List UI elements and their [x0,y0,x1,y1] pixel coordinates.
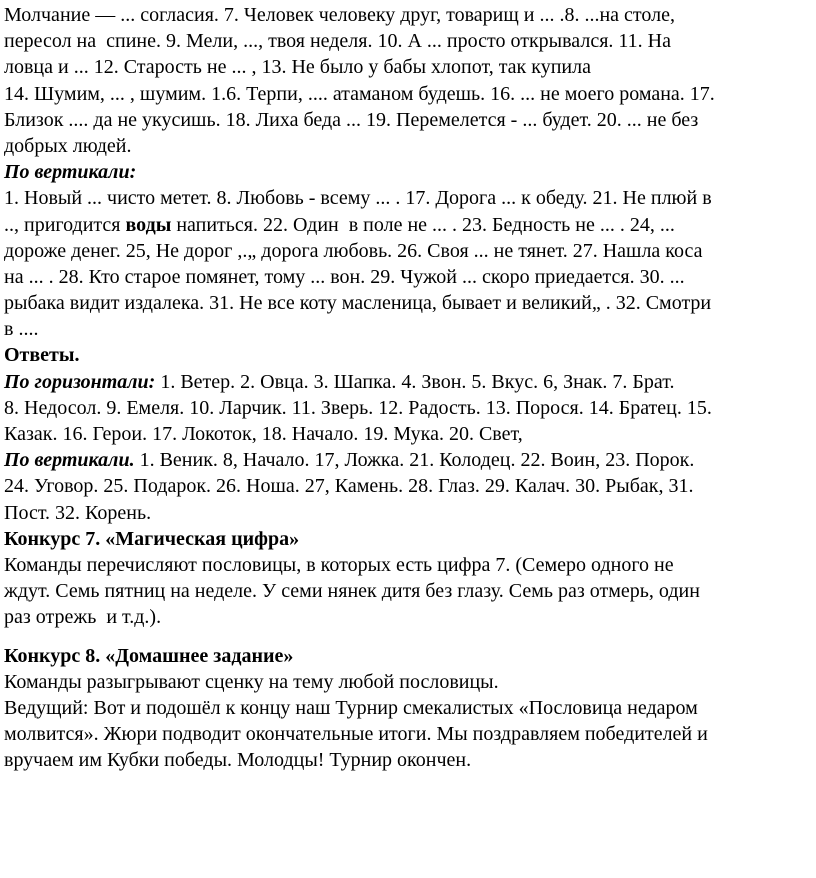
text-line: пересол на спине. 9. Мели, ..., твоя неделя. 10. А ... просто открывался. 11. На [4,30,671,53]
answers-heading: Ответы. [4,344,80,367]
text-line: 14. Шумим, ... , шумим. 1.6. Терпи, .... атаманом будешь. 16. ... не моего романа. 17. [4,82,715,105]
text-fragment: .., пригодится [4,213,126,236]
text-fragment: 1. Ветер. 2. Овца. 3. Шапка. 4. Звон. 5. Вкус. 6, Знак. 7. Брат. [155,370,675,393]
text-line: 8. Недосол. 9. Емеля. 10. Ларчик. 11. Зверь. 12. Радость. 13. Порося. 14. Братец. 15. [4,396,712,419]
text-line: рыбака видит издалека. 31. Не все коту масленица, бывает и великий„ . 32. Смотри [4,292,712,315]
answers-vertical [4,447,812,526]
vertical-heading: По вертикали: [4,161,137,184]
text-line: Молчание — ... согласия. 7. Человек человеку друг, товарищ и ... .8. ...на столе, [4,4,675,26]
contest-7 [4,526,812,631]
text-line: молвится». Жюри подводит окончательные итоги. Мы поздравляем победителей и [4,723,708,746]
contest-7-title: Конкурс 7. «Магическая цифра» [4,527,300,550]
text-line [4,447,812,473]
text-line [4,212,812,238]
vertical-clues [4,185,812,342]
text-line: 1. Новый ... чисто метет. 8. Любовь - всему ... . 17. Дорога ... к обеду. 21. Не плюй в [4,187,712,210]
text-fragment: напиться. 22. Один в поле не ... . 23. Бедность не ... . 24, ... [171,213,675,236]
text-fragment: 1. Веник. 8, Начало. 17, Ложка. 21. Колодец. 22. Воин, 23. Порок. [134,449,695,472]
text-line: добрых людей. [4,134,132,157]
horizontal-clues [4,2,812,159]
text-line: Пост. 32. Корень. [4,501,152,524]
text-line: Казак. 16. Герои. 17. Локоток, 18. Начало. 19. Мука. 20. Свет, [4,423,523,445]
paragraph-gap [4,631,812,643]
bold-word: воды [125,213,172,236]
text-line: Близок .... да не укусишь. 18. Лиха беда ... 19. Перемелется - ... будет. 20. ... не без [4,108,699,131]
text-line: Ведущий: Вот и подошёл к концу наш Турнир смекалистых «Пословица недаром [4,696,698,719]
text-line: ждут. Семь пятниц на неделе. У семи нянек дитя без глазу. Семь раз отмерь, один [4,580,700,603]
text-line: на ... . 28. Кто старое помянет, тому ... вон. 29. Чужой ... скоро приедается. 30. ... [4,265,685,288]
answers-horizontal [4,369,812,448]
document-page [4,2,812,773]
text-line: дороже денег. 25, Не дорог ,.„ дорога любовь. 26. Своя ... не тянет. 27. Нашла коса [4,239,703,262]
answers-vertical-label: По вертикали. [4,449,135,472]
text-line: 24. Уговор. 25. Подарок. 26. Ноша. 27, Камень. 28. Глаз. 29. Калач. 30. Рыбак, 31. [4,475,694,498]
text-line: Команды разыгрывают сценку на тему любой пословицы. [4,670,499,693]
text-line: в .... [4,318,39,341]
contest-8-title: Конкурс 8. «Домашнее задание» [4,644,294,667]
contest-8 [4,643,812,774]
text-line [4,369,812,395]
text-line: Команды перечисляют пословицы, в которых есть цифра 7. (Семеро одного не [4,553,674,576]
text-line: раз отрежь и т.д.). [4,606,162,629]
text-line: вручаем им Кубки победы. Молодцы! Турнир окончен. [4,749,472,772]
text-line: ловца и ... 12. Старость не ... , 13. Не было у бабы хлопот, так купила [4,56,591,79]
answers-horizontal-label: По горизонтали: [4,370,156,393]
